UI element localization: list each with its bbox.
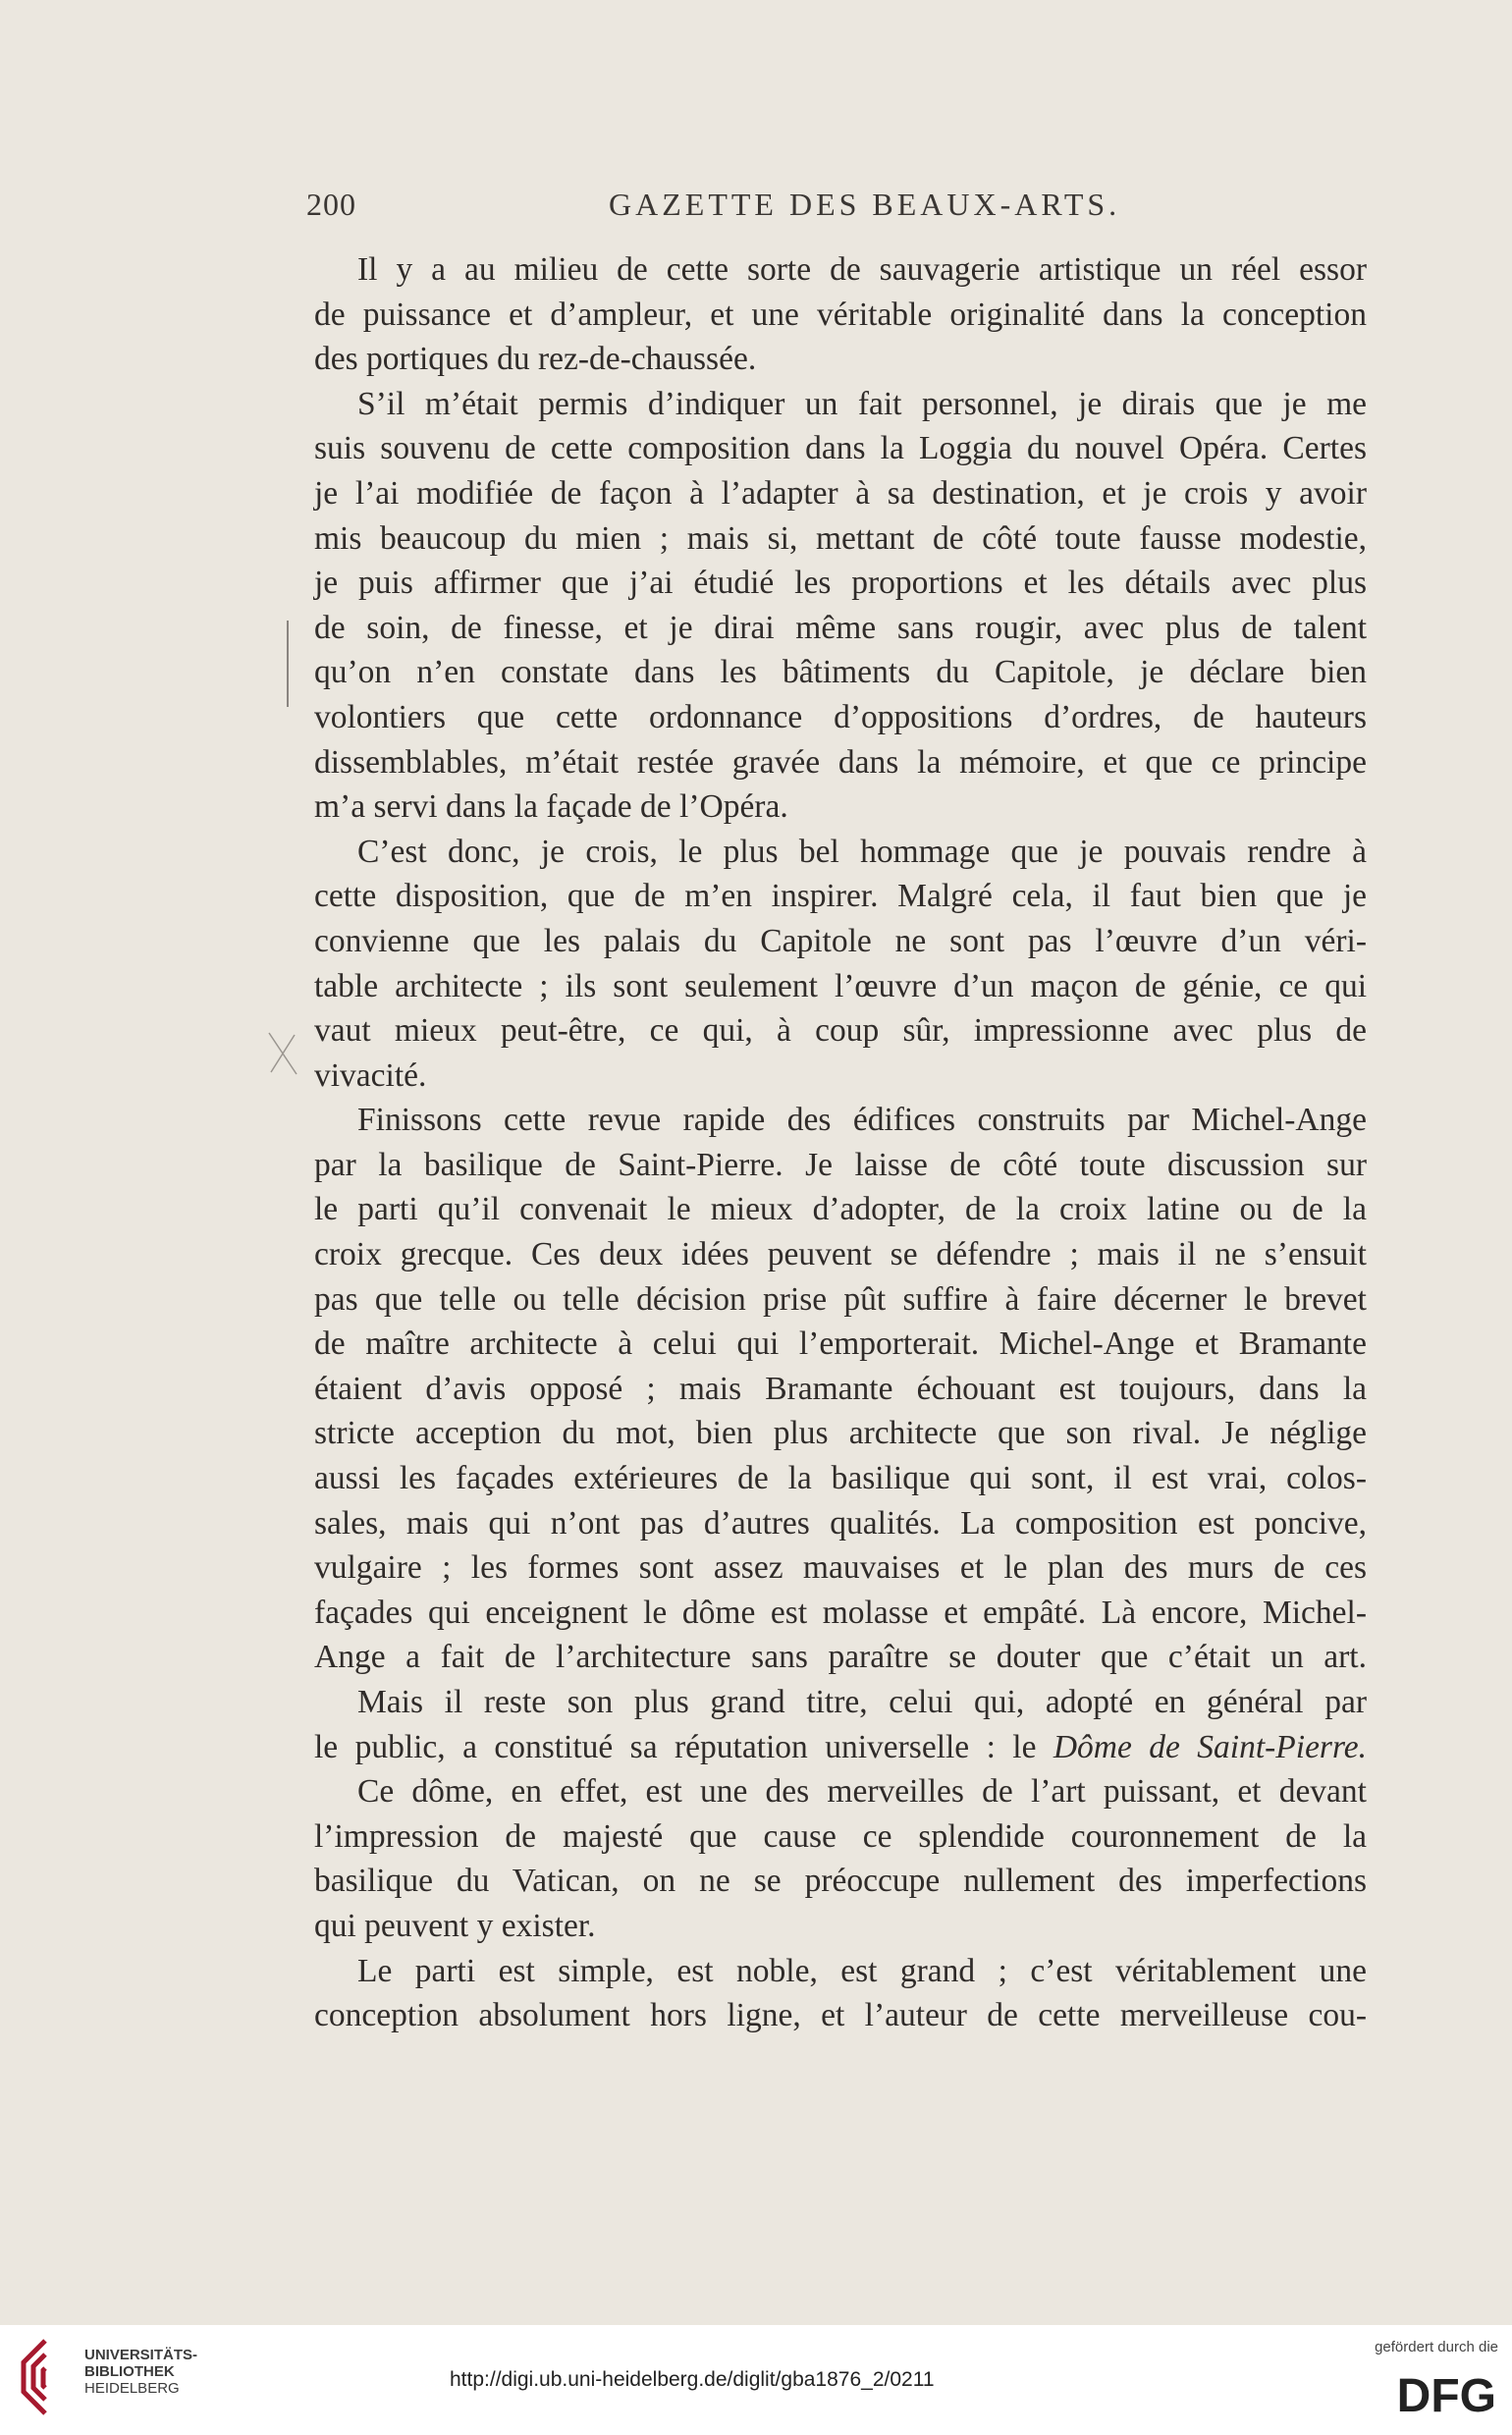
text-line: le parti qu’il convenait le mieux d’adopter, de la croix latine ou de la	[314, 1191, 1367, 1228]
text-line: qui peuvent y exister.	[314, 1907, 596, 1944]
text-line: l’impression de majesté que cause ce splendide couronnement de la	[314, 1817, 1367, 1855]
text-line: façades qui enceignent le dôme est molasse et empâté. Là encore, Michel-	[314, 1594, 1367, 1631]
text-line	[314, 1725, 1367, 1770]
paragraph	[314, 830, 1367, 1099]
text-line: aussi les façades extérieures de la basilique qui sont, il est vrai, colos-	[314, 1460, 1367, 1497]
digitization-footer	[0, 2325, 1512, 2435]
paragraph	[314, 382, 1367, 830]
library-logo	[16, 2335, 77, 2425]
text-line: des portiques du rez-de-chaussée.	[314, 341, 757, 378]
permalink[interactable]: http://digi.ub.uni-heidelberg.de/diglit/gba1876_2/0211	[450, 2368, 935, 2391]
paragraph	[314, 1098, 1367, 1680]
text-line: stricte acception du mot, bien plus architecte que son rival. Je néglige	[314, 1415, 1367, 1452]
text-line: mis beaucoup du mien ; mais si, mettant de côté toute fausse modestie,	[314, 519, 1367, 557]
text-line: Le parti est simple, est noble, est grand ; c’est véritablement une	[357, 1952, 1367, 1989]
text-line: de puissance et d’ampleur, et une véritable originalité dans la conception	[314, 296, 1367, 333]
paragraph	[314, 1769, 1367, 1948]
text-line: je puis affirmer que j’ai étudié les proportions et les détails avec plus	[314, 565, 1367, 602]
text-line: qu’on n’en constate dans les bâtiments du Capitole, je déclare bien	[314, 654, 1367, 691]
text-line: suis souvenu de cette composition dans la Loggia du nouvel Opéra. Certes	[314, 430, 1367, 467]
library-name	[84, 2347, 197, 2397]
paragraph	[314, 1949, 1367, 2038]
text-line: Finissons cette revue rapide des édifices construits par Michel-Ange	[357, 1102, 1367, 1139]
text-line: Ange a fait de l’architecture sans paraître se douter que c’était un art.	[314, 1639, 1367, 1676]
text-line: table architecte ; ils sont seulement l’œuvre d’un maçon de génie, ce qui	[314, 967, 1367, 1004]
pencil-margin-mark	[285, 619, 291, 709]
text-line: pas que telle ou telle décision prise pût suffire à faire décerner le brevet	[314, 1280, 1367, 1318]
dfg-logo	[1341, 2368, 1498, 2415]
text-line: basilique du Vatican, on ne se préoccupe nullement des imperfections	[314, 1863, 1367, 1900]
text-line: Il y a au milieu de cette sorte de sauvagerie artistique un réel essor	[357, 251, 1367, 288]
pencil-cross-mark	[263, 1029, 302, 1078]
text-line: volontiers que cette ordonnance d’oppositions d’ordres, de hauteurs	[314, 698, 1367, 735]
text-line: je l’ai modifiée de façon à l’adapter à sa destination, et je crois y avoir	[314, 474, 1367, 512]
text-line: C’est donc, je crois, le plus bel hommage que je pouvais rendre à	[357, 833, 1367, 870]
text-line: S’il m’était permis d’indiquer un fait personnel, je dirais que je me	[357, 385, 1367, 422]
text-line: de soin, de finesse, et je dirai même sans rougir, avec plus de talent	[314, 609, 1367, 646]
text-line: vaut mieux peut-être, ce qui, à coup sûr, impressionne avec plus de	[314, 1012, 1367, 1050]
text-line-prefix: le public, a constitué sa réputation universelle : le	[314, 1728, 1053, 1765]
text-line: cette disposition, que de m’en inspirer. Malgré cela, il faut bien que je	[314, 878, 1367, 915]
funding-note: gefördert durch die	[1375, 2339, 1498, 2355]
article-text	[314, 247, 1367, 2038]
paragraph	[314, 247, 1367, 382]
text-line: par la basilique de Saint-Pierre. Je laisse de côté toute discussion sur	[314, 1146, 1367, 1183]
text-line: m’a servi dans la façade de l’Opéra.	[314, 788, 788, 826]
text-line: Ce dôme, en effet, est une des merveilles de l’art puissant, et devant	[357, 1773, 1367, 1811]
text-line: convienne que les palais du Capitole ne sont pas l’œuvre d’un véri-	[314, 922, 1367, 959]
text-line: Mais il reste son plus grand titre, celui qui, adopté en général par	[357, 1684, 1367, 1720]
text-line: étaient d’avis opposé ; mais Bramante échouant est toujours, dans la	[314, 1370, 1367, 1407]
library-name-line: HEIDELBERG	[84, 2380, 180, 2397]
text-line: vivacité.	[314, 1056, 427, 1094]
italic-title: Dôme de Saint-Pierre.	[1053, 1728, 1368, 1765]
library-name-line: BIBLIOTHEK	[84, 2363, 175, 2380]
text-line: dissemblables, m’était restée gravée dans la mémoire, et que ce principe	[314, 743, 1367, 781]
text-line: croix grecque. Ces deux idées peuvent se défendre ; mais il ne s’ensuit	[314, 1236, 1367, 1273]
text-line: conception absolument hors ligne, et l’auteur de cette merveilleuse cou-	[314, 1997, 1367, 2034]
text-line: sales, mais qui n’ont pas d’autres qualités. La composition est poncive,	[314, 1504, 1367, 1542]
text-line: de maître architecte à celui qui l’emporterait. Michel-Ange et Bramante	[314, 1326, 1367, 1363]
running-head	[0, 187, 1512, 236]
paragraph	[314, 1680, 1367, 1769]
page-number: 200	[306, 187, 356, 222]
library-name-line: UNIVERSITÄTS-	[84, 2347, 198, 2363]
dfg-logo-text: DFG	[1396, 2370, 1496, 2415]
journal-title: GAZETTE DES BEAUX-ARTS.	[609, 187, 1121, 222]
text-line: vulgaire ; les formes sont assez mauvaises et le plan des murs de ces	[314, 1549, 1367, 1587]
